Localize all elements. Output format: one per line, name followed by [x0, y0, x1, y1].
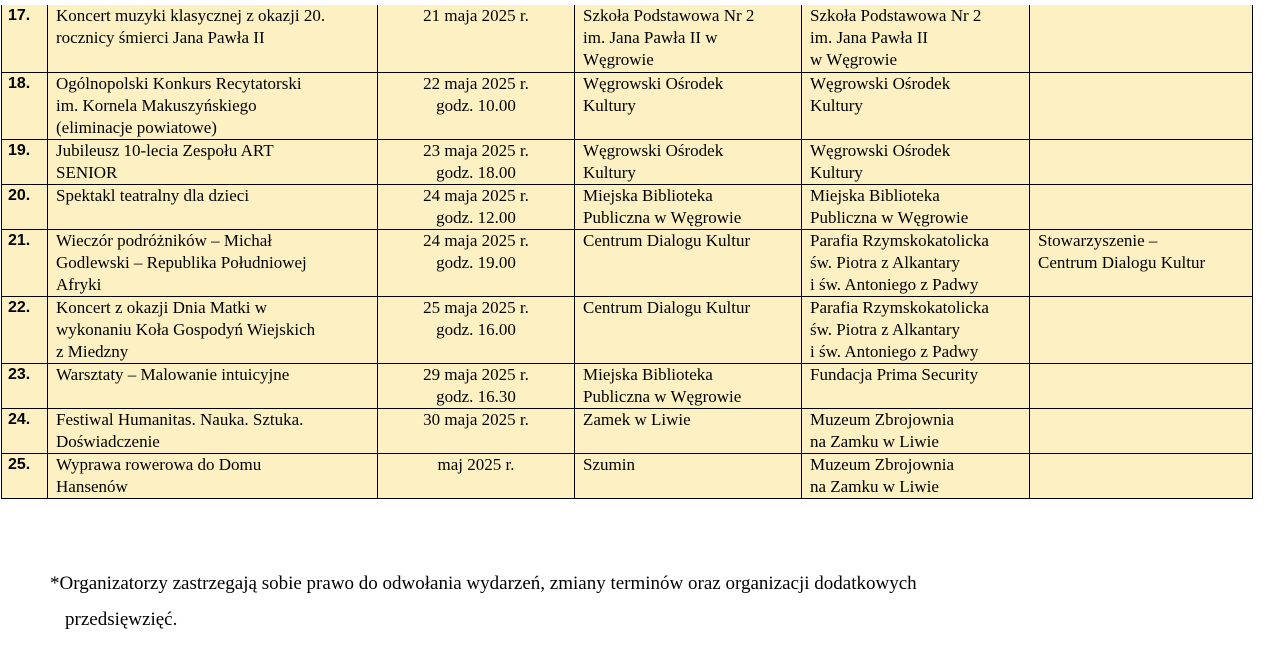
event-title-line: (eliminacje powiatowe): [56, 117, 217, 137]
event-title-line: z Miedzny: [56, 341, 129, 361]
event-date-line: godz. 18.00: [436, 162, 516, 182]
event-organizer: [802, 72, 1030, 139]
event-title: [48, 408, 378, 453]
table-row: [2, 363, 1253, 408]
row-number: 17.: [2, 5, 48, 72]
event-title-line: Festiwal Humanitas. Nauka. Sztuka.: [56, 409, 304, 429]
event-organizer-line: Kultury: [810, 95, 863, 115]
event-partner: [1030, 363, 1253, 408]
event-place-line: Miejska Biblioteka: [583, 364, 713, 384]
event-place: [575, 72, 802, 139]
event-organizer-line: Muzeum Zbrojownia: [810, 409, 954, 429]
event-partner: [1030, 5, 1253, 72]
event-title-line: wykonaniu Koła Gospodyń Wiejskich: [56, 319, 316, 339]
footnote-line-2: przedsięwzięć.: [65, 609, 178, 630]
event-title: [48, 229, 378, 296]
event-place-line: Centrum Dialogu Kultur: [583, 297, 751, 317]
event-date: [378, 453, 575, 498]
event-date-line: 23 maja 2025 r.: [423, 140, 529, 160]
events-table-body: [2, 5, 1253, 498]
table-row: [2, 5, 1253, 72]
event-organizer-line: na Zamku w Liwie: [810, 431, 939, 451]
event-date-line: godz. 19.00: [436, 252, 516, 272]
event-organizer-line: Muzeum Zbrojownia: [810, 454, 954, 474]
event-title-line: SENIOR: [56, 162, 118, 182]
event-title-line: Doświadczenie: [56, 431, 160, 451]
event-title-line: Ogólnopolski Konkurs Recytatorski: [56, 73, 302, 93]
event-organizer: [802, 408, 1030, 453]
event-date-line: godz. 16.30: [436, 386, 516, 406]
event-title-line: Hansenów: [56, 476, 128, 496]
event-place-line: Zamek w Liwie: [583, 409, 691, 429]
event-title-line: Godlewski – Republika Południowej: [56, 252, 307, 272]
event-date: [378, 139, 575, 184]
event-title-line: Jubileusz 10-lecia Zespołu ART: [56, 140, 274, 160]
event-date: [378, 229, 575, 296]
event-organizer-line: Parafia Rzymskokatolicka: [810, 230, 989, 250]
event-title-line: im. Kornela Makuszyńskiego: [56, 95, 257, 115]
event-place: [575, 5, 802, 72]
event-date-line: godz. 12.00: [436, 207, 516, 227]
event-title-line: Spektakl teatralny dla dzieci: [56, 185, 250, 205]
table-row: [2, 229, 1253, 296]
row-number: 20.: [2, 184, 48, 229]
event-organizer-line: Węgrowski Ośrodek: [810, 140, 951, 160]
row-number: 25.: [2, 453, 48, 498]
event-title-line: Afryki: [56, 274, 102, 294]
event-title: [48, 72, 378, 139]
event-place-line: im. Jana Pawła II w: [583, 28, 718, 47]
table-row: [2, 296, 1253, 363]
event-place: [575, 408, 802, 453]
event-date-line: godz. 10.00: [436, 95, 516, 115]
event-date: [378, 296, 575, 363]
event-place-line: Węgrowski Ośrodek: [583, 140, 724, 160]
event-organizer-line: św. Piotra z Alkantary: [810, 252, 960, 272]
event-partner: [1030, 453, 1253, 498]
footnote: [50, 566, 917, 638]
event-organizer: [802, 363, 1030, 408]
event-date: [378, 184, 575, 229]
event-partner: [1030, 139, 1253, 184]
event-title: [48, 139, 378, 184]
table-row: [2, 139, 1253, 184]
event-organizer-line: Szkoła Podstawowa Nr 2: [810, 6, 982, 25]
events-table: [1, 5, 1253, 499]
event-title-line: Koncert muzyki klasycznej z okazji 20.: [56, 6, 326, 25]
event-organizer-line: i św. Antoniego z Padwy: [810, 274, 979, 294]
event-title-line: Wieczór podróżników – Michał: [56, 230, 272, 250]
event-organizer-line: i św. Antoniego z Padwy: [810, 341, 979, 361]
event-organizer: [802, 229, 1030, 296]
event-title: [48, 363, 378, 408]
event-place-line: Publiczna w Węgrowie: [583, 207, 742, 227]
event-organizer: [802, 184, 1030, 229]
event-organizer-line: Publiczna w Węgrowie: [810, 207, 969, 227]
event-place-line: Centrum Dialogu Kultur: [583, 230, 751, 250]
event-date-line: 29 maja 2025 r.: [423, 364, 529, 384]
table-row: [2, 184, 1253, 229]
event-organizer: [802, 296, 1030, 363]
event-organizer-line: Miejska Biblioteka: [810, 185, 940, 205]
event-date-line: godz. 16.00: [436, 319, 516, 339]
event-title: [48, 184, 378, 229]
event-partner: [1030, 72, 1253, 139]
event-organizer: [802, 5, 1030, 72]
event-title: [48, 5, 378, 72]
event-partner: [1030, 296, 1253, 363]
event-place: [575, 184, 802, 229]
table-row: [2, 72, 1253, 139]
row-number: 21.: [2, 229, 48, 296]
row-number: 23.: [2, 363, 48, 408]
event-organizer-line: w Węgrowie: [810, 50, 898, 69]
event-date-line: 30 maja 2025 r.: [423, 409, 529, 429]
event-place-line: Kultury: [583, 162, 636, 182]
event-place-line: Węgrowski Ośrodek: [583, 73, 724, 93]
row-number: 24.: [2, 408, 48, 453]
event-date-line: 22 maja 2025 r.: [423, 73, 529, 93]
event-organizer-line: Parafia Rzymskokatolicka: [810, 297, 989, 317]
event-organizer-line: Węgrowski Ośrodek: [810, 73, 951, 93]
event-place-line: Szkoła Podstawowa Nr 2: [583, 6, 755, 25]
event-title-line: rocznicy śmierci Jana Pawła II: [56, 28, 265, 47]
event-organizer-line: na Zamku w Liwie: [810, 476, 939, 496]
event-title: [48, 453, 378, 498]
event-title-line: Koncert z okazji Dnia Matki w: [56, 297, 268, 317]
event-partner: [1030, 408, 1253, 453]
event-date: [378, 5, 575, 72]
row-number: 19.: [2, 139, 48, 184]
event-organizer-line: Kultury: [810, 162, 863, 182]
event-date: [378, 72, 575, 139]
event-title-line: Wyprawa rowerowa do Domu: [56, 454, 262, 474]
event-date-line: 24 maja 2025 r.: [423, 230, 529, 250]
event-partner: [1030, 229, 1253, 296]
event-place: [575, 296, 802, 363]
event-place: [575, 229, 802, 296]
event-organizer: [802, 453, 1030, 498]
event-organizer: [802, 139, 1030, 184]
event-date-line: maj 2025 r.: [437, 454, 515, 474]
event-place-line: Miejska Biblioteka: [583, 185, 713, 205]
footnote-line-1: *Organizatorzy zastrzegają sobie prawo do odwołania wydarzeń, zmiany terminów oraz organizacji dodatkowych: [50, 573, 917, 594]
event-date: [378, 363, 575, 408]
row-number: 18.: [2, 72, 48, 139]
event-date: [378, 408, 575, 453]
event-place-line: Kultury: [583, 95, 636, 115]
table-row: [2, 453, 1253, 498]
event-place: [575, 453, 802, 498]
event-title: [48, 296, 378, 363]
event-place-line: Szumin: [583, 454, 635, 474]
event-partner: [1030, 184, 1253, 229]
event-place: [575, 139, 802, 184]
event-organizer-line: im. Jana Pawła II: [810, 28, 929, 47]
row-number: 22.: [2, 296, 48, 363]
event-place-line: Publiczna w Węgrowie: [583, 386, 742, 406]
event-title-line: Warsztaty – Malowanie intuicyjne: [56, 364, 290, 384]
event-place: [575, 363, 802, 408]
event-organizer-line: Fundacja Prima Security: [810, 364, 979, 384]
event-place-line: Węgrowie: [583, 50, 654, 69]
event-partner-line: Stowarzyszenie –: [1038, 230, 1158, 250]
table-row: [2, 408, 1253, 453]
event-organizer-line: św. Piotra z Alkantary: [810, 319, 960, 339]
event-partner-line: Centrum Dialogu Kultur: [1038, 252, 1206, 272]
event-date-line: 24 maja 2025 r.: [423, 185, 529, 205]
event-date-line: 21 maja 2025 r.: [423, 6, 529, 25]
event-date-line: 25 maja 2025 r.: [423, 297, 529, 317]
